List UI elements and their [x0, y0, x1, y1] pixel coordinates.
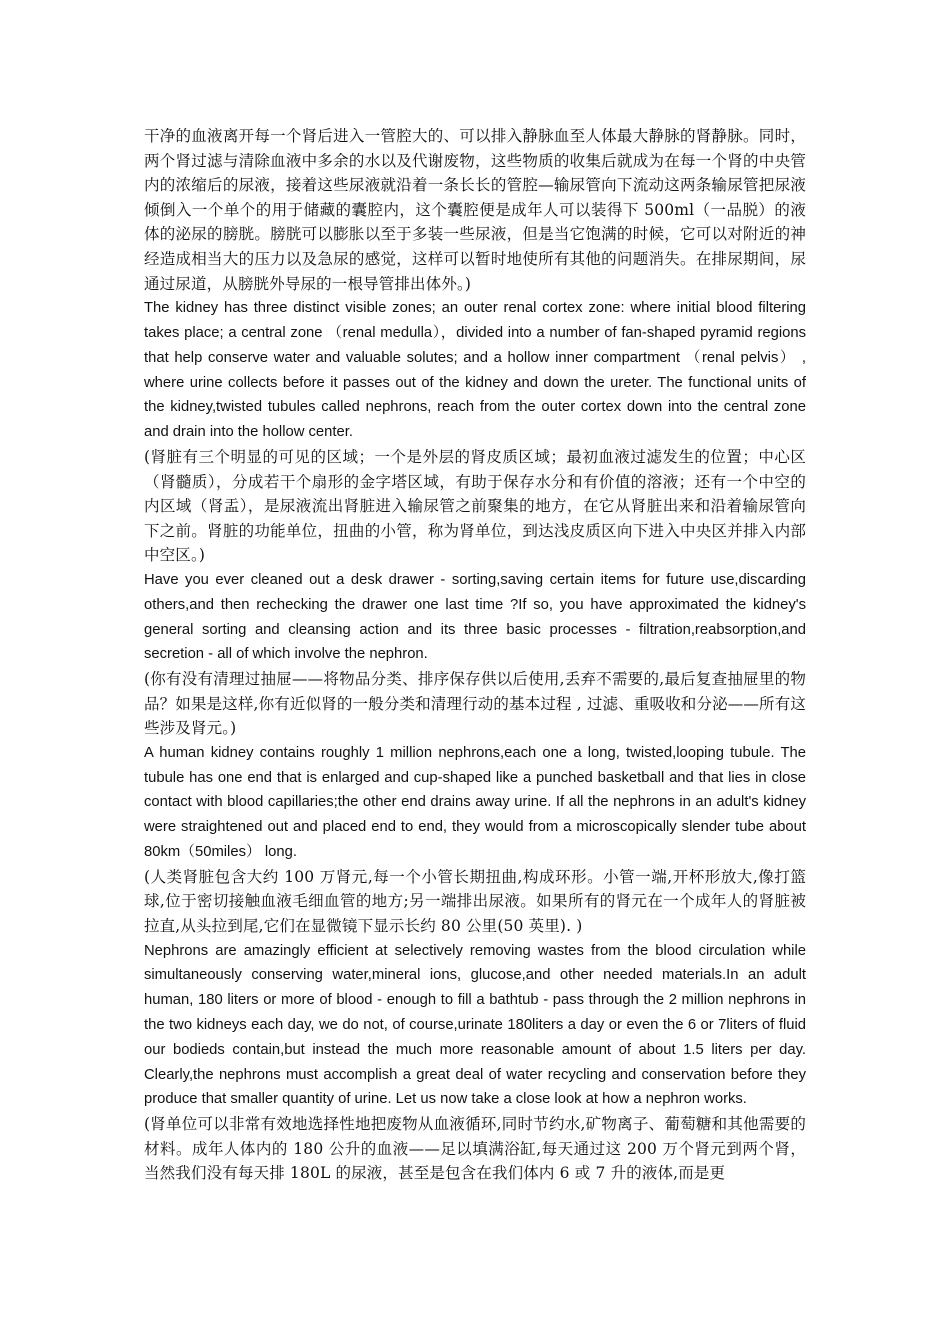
paragraph-en-desk-drawer: Have you ever cleaned out a desk drawer - sorting,saving certain items for future use,discarding others,and then rechecking the drawer one last time ?If so, you have approximated the kidney's general sorting and cleansing action and its three basic processes - filtration,reabsorption,and secretion - all of which involve the nephron. [144, 571, 806, 663]
paragraph-en-nephron-count: A human kidney contains roughly 1 million nephrons,each one a long, twisted,looping tubule. The tubule has one end that is enlarged and cup-shaped like a punched basketball and that lies in close contact with blood capillaries;the other end drains away urine. If all the nephrons in an adult's kidney were straightened out and placed end to end, they would from a microscopically slender tube about 80km（50miles） long. [144, 744, 806, 861]
paragraph-zh-urine-flow: 干净的血液离开每一个肾后进入一管腔大的、可以排入静脉血至人体最大静脉的肾静脉。同时，两个肾过滤与清除血液中多余的水以及代谢废物，这些物质的收集后就成为在每一个肾的中央管内的浓缩后的尿液，接着这些尿液就沿着一条长长的管腔—输尿管向下流动这两条输尿管把尿液倾倒入一个单个的用于储藏的囊腔内，这个囊腔便是成年人可以装得下 500ml（一品脱）的液体的泌尿的膀胱。膀胱可以膨胀以至于多装一些尿液，但是当它饱满的时候，它可以对附近的神经造成相当大的压力以及急尿的感觉，这样可以暂时地使所有其他的问题消失。在排尿期间，尿通过尿道，从膀胱外导尿的一根导管排出体外。) [144, 127, 806, 293]
paragraph-zh-desk-drawer: (你有没有清理过抽屉——将物品分类、排序保存供以后使用,丢弃不需要的,最后复查抽屉里的物品？如果是这样,你有近似肾的一般分类和清理行动的基本过程 , 过滤、重吸收和分泌——所有这些涉及肾元。) [144, 670, 806, 738]
paragraph-en-nephron-efficiency: Nephrons are amazingly efficient at selectively removing wastes from the blood circulation while simultaneously conserving water,mineral ions, glucose,and other needed materials.In an adult human, 180 liters or more of blood - enough to fill a bathtub - pass through the 2 million nephrons in the two kidneys each day, we do not, of course,urinate 180liters a day or even the 6 or 7liters of fluid our bodieds contain,but instead the much more reasonable amount of about 1.5 liters per day. Clearly,the nephrons must accomplish a great deal of water recycling and conservation before they produce that smaller quantity of urine. Let us now take a close look at how a nephron works. [144, 942, 806, 1108]
paragraph-en-kidney-zones: The kidney has three distinct visible zones; an outer renal cortex zone: where initial blood filtering takes place; a central zone （renal medulla），divided into a number of fan-shaped pyramid regions that help conserve water and valuable solutes; and a hollow inner compartment （renal pelvis） , where urine collects before it passes out of the kidney and down the ureter. The functional units of the kidney,twisted tubules called nephrons, reach from the outer cortex down into the central zone and drain into the hollow center. [144, 300, 806, 441]
paragraph-zh-nephron-efficiency: (肾单位可以非常有效地选择性地把废物从血液循环,同时节约水,矿物离子、葡萄糖和其他需要的材料。成年人体内的 180 公升的血液——足以填满浴缸,每天通过这 200 万个肾元到两个肾，当然我们没有每天排 180L 的尿液，甚至是包含在我们体内 6 或 7 升的液体,而是更 [144, 1115, 806, 1183]
paragraph-zh-kidney-zones: (肾脏有三个明显的可见的区域；一个是外层的肾皮质区域；最初血液过滤发生的位置；中心区（肾髓质），分成若干个扇形的金字塔区域，有助于保存水分和有价值的溶液；还有一个中空的内区域（肾盂），是尿液流出肾脏进入输尿管之前聚集的地方，在它从肾脏出来和沿着输尿管向下之前。肾脏的功能单位，扭曲的小管，称为肾单位，到达浅皮质区向下进入中央区并排入内部中空区。) [144, 447, 806, 565]
document-body [144, 124, 806, 1186]
paragraph-zh-nephron-count: (人类肾脏包含大约 100 万肾元,每一个小管长期扭曲,构成环形。小管一端,开杯形放大,像打篮球,位于密切接触血液毛细血管的地方;另一端排出尿液。如果所有的肾元在一个成年人的肾脏被拉直,从头拉到尾,它们在显微镜下显示长约 80 公里(50 英里). ) [144, 867, 806, 936]
